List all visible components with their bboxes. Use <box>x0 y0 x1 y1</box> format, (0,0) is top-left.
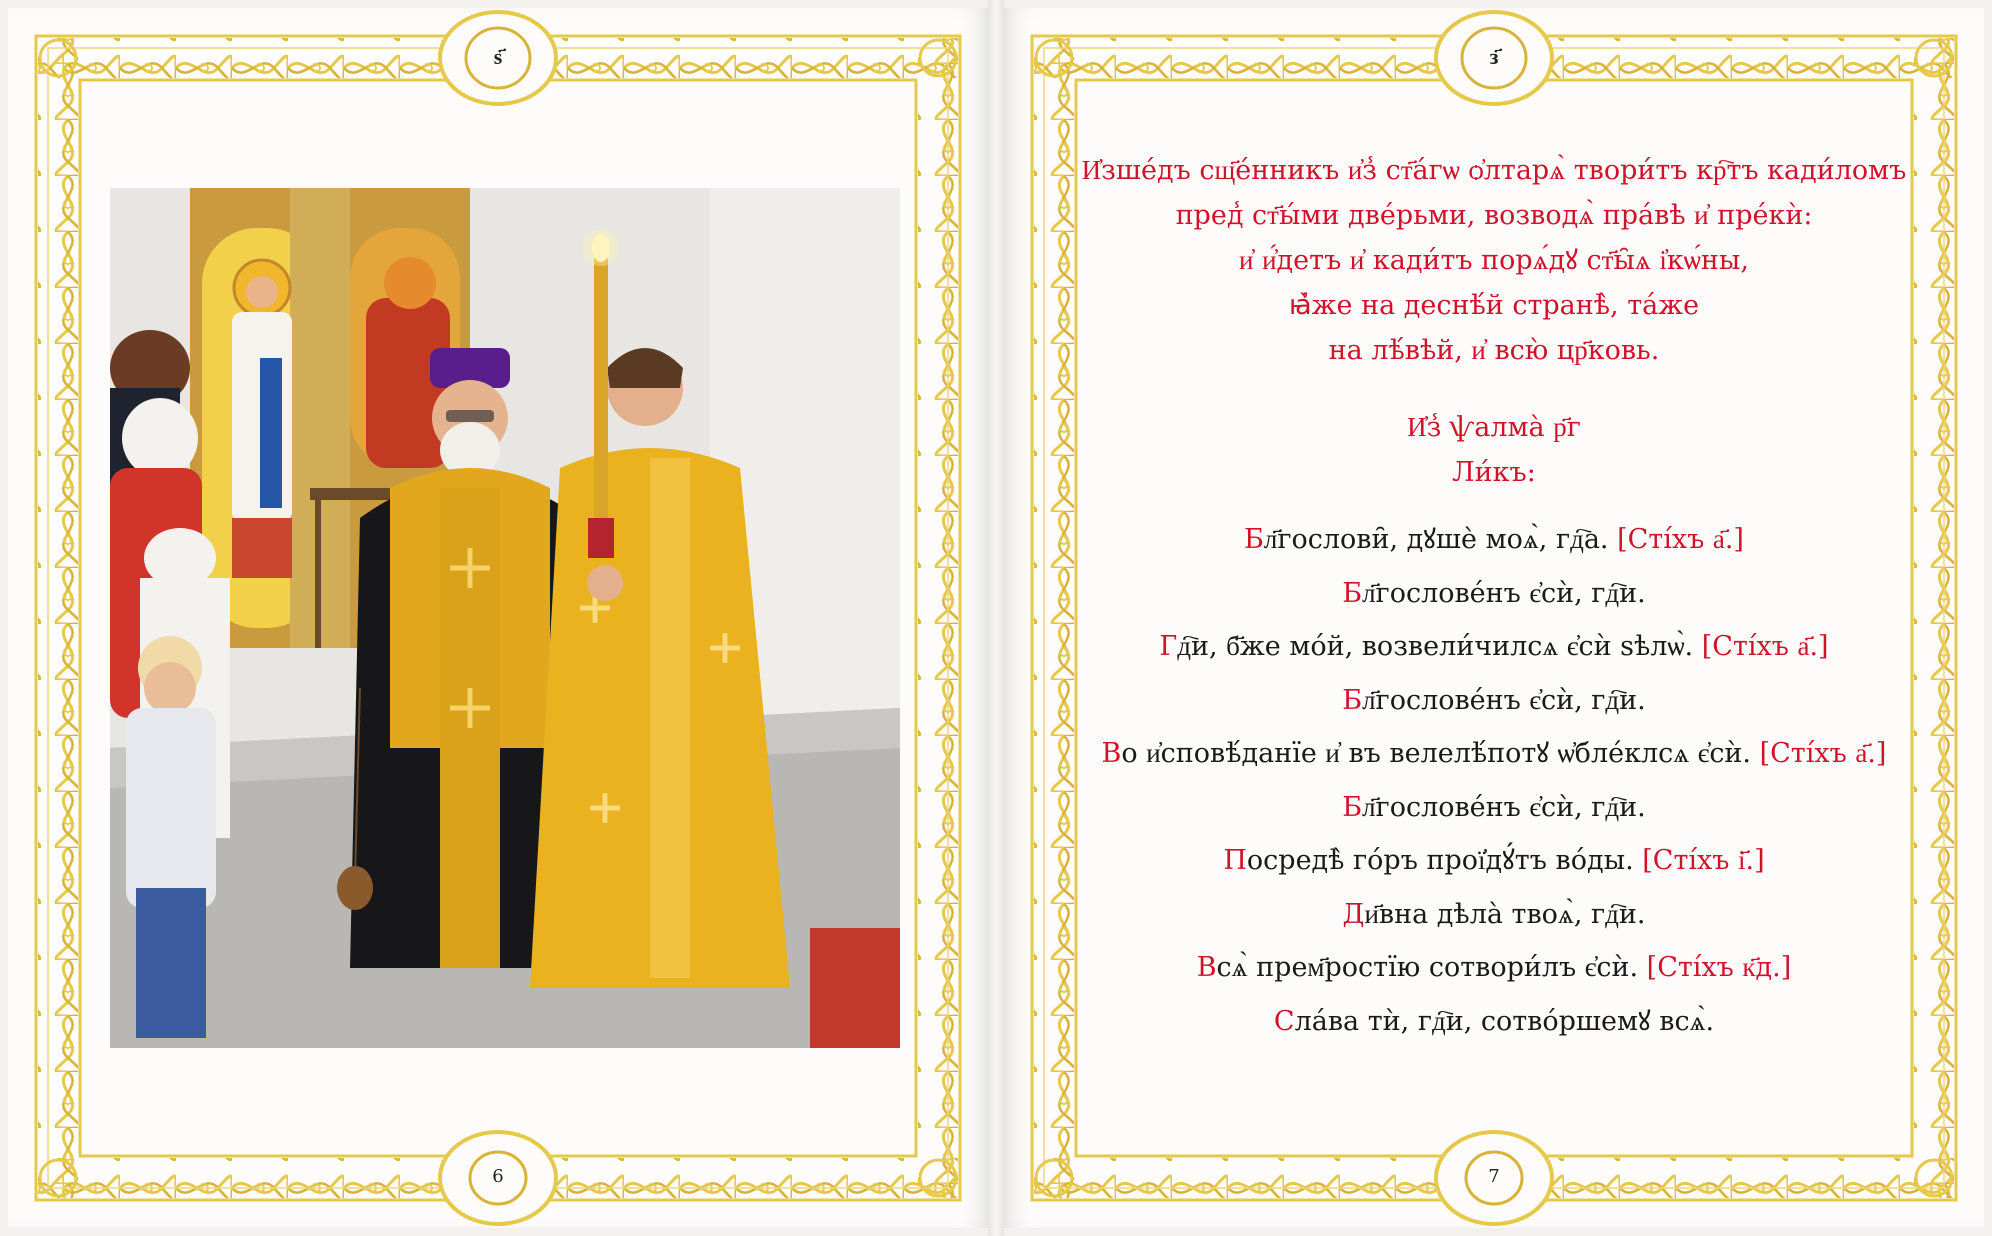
choir-heading: Ли́къ: <box>1452 457 1536 488</box>
verse-initial: В <box>1196 952 1217 983</box>
verse-initial: Б <box>1342 577 1363 609</box>
rubric-line: ꙗ҆̀же на деснѣ́й странѣ̀, та́же <box>1288 290 1700 321</box>
verse-line <box>1064 888 1924 942</box>
verse-text: л҃гослове́нъ є҆сѝ, гд҇и. <box>1362 684 1646 716</box>
page-number-left: 6 <box>492 1166 504 1187</box>
rubric-line: И҆зше́дъ сщ҃е́нникъ и҆з̾ ст҃а́гѡ ѻ҆лтарѧ̀ твори́тъ кр҇тъ кади́ломъ <box>1081 155 1907 186</box>
verse-stikh: [Сті́хъ а҃.] <box>1617 524 1744 555</box>
verse-line <box>1064 941 1924 995</box>
book-gutter <box>988 0 1004 1236</box>
verse-initial: Б <box>1342 791 1363 823</box>
verse-stikh: [Сті́хъ а҃.] <box>1759 738 1887 769</box>
verse-text: л҃гослови̑, дꙋшѐ моѧ̀, гд҇а. <box>1263 524 1609 555</box>
verse-line <box>1064 620 1924 674</box>
verse-line <box>1064 834 1924 888</box>
verse-text: л҃гослове́нъ є҆сѝ, гд҇и. <box>1362 577 1646 609</box>
rubric-line: пред̾ ст҃ы́ми две́рьми, возводѧ̀ пра́вѣ и҆ пре́кѝ: <box>1175 200 1813 231</box>
verse-line <box>1064 513 1924 567</box>
verse-stikh: [Сті́хъ і҃.] <box>1642 845 1765 876</box>
verse-initial: В <box>1101 738 1122 769</box>
verse-text: сѧ̀ прем҃ростїю сотвори́лъ є҆сѝ. <box>1216 952 1639 983</box>
rubric-line: и҆ и҆́детъ и҆ кади́тъ порѧ́дꙋ ст҃ы̑ѧ і҆кѡ́ны, <box>1239 245 1749 276</box>
liturgical-text <box>1064 148 1924 1048</box>
verse-line <box>1064 995 1924 1049</box>
verse-text: д҇и, б҃же мо́й, возвели́чилсѧ є҆сѝ ѕѣлѡ̀. <box>1177 631 1694 662</box>
verse-initial: Б <box>1342 684 1363 716</box>
liturgy-illustration <box>110 188 900 1048</box>
page-number-right: 7 <box>1488 1166 1500 1187</box>
verse-stikh: [Сті́хъ а҃.] <box>1701 631 1829 662</box>
verse-initial: П <box>1223 845 1247 876</box>
church-slavonic-page-label: з҃ <box>1489 44 1499 70</box>
verse-initial: Б <box>1244 524 1264 555</box>
verse-initial: Д <box>1342 898 1365 930</box>
verse-stikh: [Сті́хъ к҃д.] <box>1646 952 1792 983</box>
verse-line <box>1064 567 1924 621</box>
rubric-line: на лѣ́вѣй, и҆ всю̀ цр҃ковь. <box>1328 335 1660 366</box>
verse-initial: С <box>1273 1005 1295 1037</box>
verse-initial: Г <box>1159 631 1178 662</box>
verse-text: о и҆сповѣ́данїе и҆ въ велелѣ́потꙋ ѡ҆блéклсѧ є҆сѝ. <box>1121 738 1752 769</box>
verse-text: осредѣ̀ го́ръ прої҆дꙋ́тъ во́ды. <box>1246 845 1634 876</box>
verse-text: л҃гослове́нъ є҆сѝ, гд҇и. <box>1362 791 1646 823</box>
verse-list <box>1064 513 1924 1048</box>
left-page <box>8 8 988 1228</box>
right-page <box>1004 8 1984 1228</box>
verse-text: и҃вна дѣла̀ твоѧ̀, гд҇и. <box>1364 898 1646 930</box>
verse-line <box>1064 781 1924 835</box>
verse-line <box>1064 727 1924 781</box>
verse-text: ла́ва тѝ, гд҇и, сотво́ршемꙋ всѧ̀. <box>1294 1005 1715 1037</box>
psalm-heading: И҆з̾ ѱалма̀ р҃г <box>1407 412 1581 443</box>
verse-line <box>1064 674 1924 728</box>
church-slavonic-page-label: ѕ҃ <box>493 44 503 70</box>
